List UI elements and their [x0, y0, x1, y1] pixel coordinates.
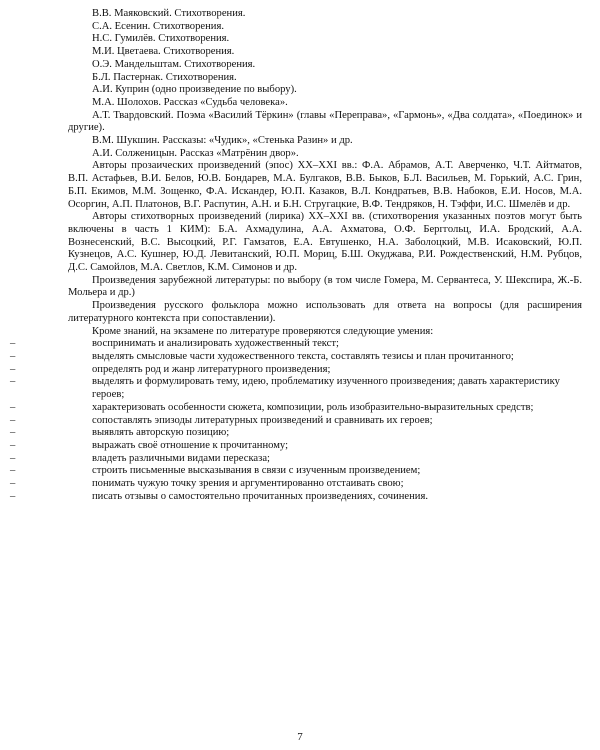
skill-item: [10, 490, 582, 504]
work-item: О.Э. Мандельштам. Стихотворения.: [92, 58, 256, 70]
skill-text: выделять смысловые части художественного текста, составлять тезисы и план прочитанного;: [92, 350, 514, 362]
solzhenitsyn-line: А.И. Солженицын. Рассказ «Матрёнин двор».: [92, 147, 299, 159]
skill-item: [10, 465, 582, 478]
skill-item: [10, 363, 582, 377]
skill-item: [10, 478, 582, 491]
list-dash: –: [10, 401, 16, 413]
skill-text: характеризовать особенности сюжета, композиции, роль изобразительно-выразительных средств;: [92, 401, 534, 413]
list-dash: –: [10, 465, 16, 477]
list-dash: –: [10, 452, 16, 464]
skill-text: выражать своё отношение к прочитанному;: [92, 439, 289, 451]
list-dash: –: [10, 439, 16, 451]
skills-intro: Кроме знаний, на экзамене по литературе проверяются следующие умения:: [92, 325, 434, 337]
prose-authors-paragraph: Авторы прозаических произведений (эпос) XX–XXI вв.: Ф.А. Абрамов, А.Т. Аверченко, Ч.Т. Айтматов, В.П. Астафьев, В.И. Белов, Ю.В. Бондарев, М.А. Булгаков, В.В. Быков, Б.Л. Васильев, М. Горький, А.С. Грин, Б.П. Екимов, М.М. Зощенко, Ф.А. Искандер, Ю.П. Казаков, В.Л. Кондратьев, В.В. Набоков, Е.И. Носов, М.А. Осоргин, А.П. Платонов, В.Г. Распутин, А.Н. и Б.Н. Стругацкие, В.Ф. Тендряков, Н. Тэффи, И.С. Шмелёв и др.: [68, 160, 582, 210]
work-item: М.И. Цветаева. Стихотворения.: [92, 46, 235, 58]
work-item: В.В. Маяковский. Стихотворения.: [92, 8, 246, 19]
list-dash: –: [10, 414, 16, 426]
skill-item: [10, 452, 582, 466]
foreign-literature-paragraph: Произведения зарубежной литературы: по выбору (в том числе Гомера, М. Сервантеса, У. Шекспира, Ж.-Б. Мольера и др.): [68, 274, 582, 299]
skill-item: [10, 427, 582, 440]
skill-text: воспринимать и анализировать художественный текст;: [92, 338, 339, 350]
skill-item: [10, 414, 582, 428]
work-item: А.И. Куприн (одно произведение по выбору).: [92, 84, 297, 96]
list-dash: –: [10, 490, 16, 502]
list-dash: –: [10, 376, 16, 388]
shukshin-line: В.М. Шукшин. Рассказы: «Чудик», «Стенька Разин» и др.: [92, 135, 353, 147]
skill-item: [10, 401, 582, 415]
work-item: Н.С. Гумилёв. Стихотворения.: [92, 33, 230, 45]
list-dash: –: [10, 338, 16, 350]
list-dash: –: [10, 427, 16, 439]
list-dash: –: [10, 350, 16, 362]
folklore-paragraph: Произведения русского фольклора можно использовать для ответа на вопросы (для расширения литературного контекста при сопоставлении).: [68, 300, 582, 324]
list-dash: –: [10, 363, 16, 375]
skill-item: [10, 439, 582, 453]
work-item: М.А. Шолохов. Рассказ «Судьба человека».: [92, 96, 288, 108]
skill-item: [10, 338, 582, 351]
skill-text: сопоставлять эпизоды литературных произведений и сравнивать их героев;: [92, 414, 433, 426]
skills-list: [10, 338, 582, 503]
skill-item: [10, 376, 582, 401]
skill-text: определять род и жанр литературного произведения;: [92, 363, 331, 375]
skill-text: писать отзывы о самостоятельно прочитанных произведениях, сочинения.: [92, 490, 428, 502]
skill-text: понимать чужую точку зрения и аргументированно отстаивать свою;: [92, 478, 404, 490]
skill-text: выделять и формулировать тему, идею, проблематику изученного произведения; давать характеристику героев;: [92, 376, 560, 401]
list-dash: –: [10, 478, 16, 490]
work-item: Б.Л. Пастернак. Стихотворения.: [92, 71, 237, 83]
skill-text: строить письменные высказывания в связи с изученным произведением;: [92, 465, 421, 477]
page-content: [10, 8, 582, 503]
page-number: 7: [297, 731, 303, 743]
poetry-authors-paragraph: Авторы стихотворных произведений (лирика) XX–XXI вв. (стихотворения указанных поэтов могут быть включены в часть 1 КИМ): Б.А. Ахмадулина, А.А. Ахматова, О.Ф. Берггольц, И.А. Бродский, А.А. Вознесенский, В.С. Высоцкий, Р.Г. Гамзатов, Е.А. Евтушенко, Н.А. Заболоцкий, М.В. Исаковский, Ю.П. Кузнецов, А.С. Кушнер, Ю.Д. Левитанский, Ю.П. Мориц, Б.Ш. Окуджава, Р.И. Рождественский, Н.М. Рубцов, Д.С. Самойлов, М.А. Светлов, К.М. Симонов и др.: [68, 211, 582, 274]
tvardovsky-paragraph: А.Т. Твардовский. Поэма «Василий Тёркин» (главы «Переправа», «Гармонь», «Два солдата», «Поединок» и другие).: [68, 109, 582, 134]
skill-text: выявлять авторскую позицию;: [92, 427, 230, 439]
skill-text: владеть различными видами пересказа;: [92, 452, 270, 464]
work-item: С.А. Есенин. Стихотворения.: [92, 20, 224, 32]
skill-item: [10, 350, 582, 364]
